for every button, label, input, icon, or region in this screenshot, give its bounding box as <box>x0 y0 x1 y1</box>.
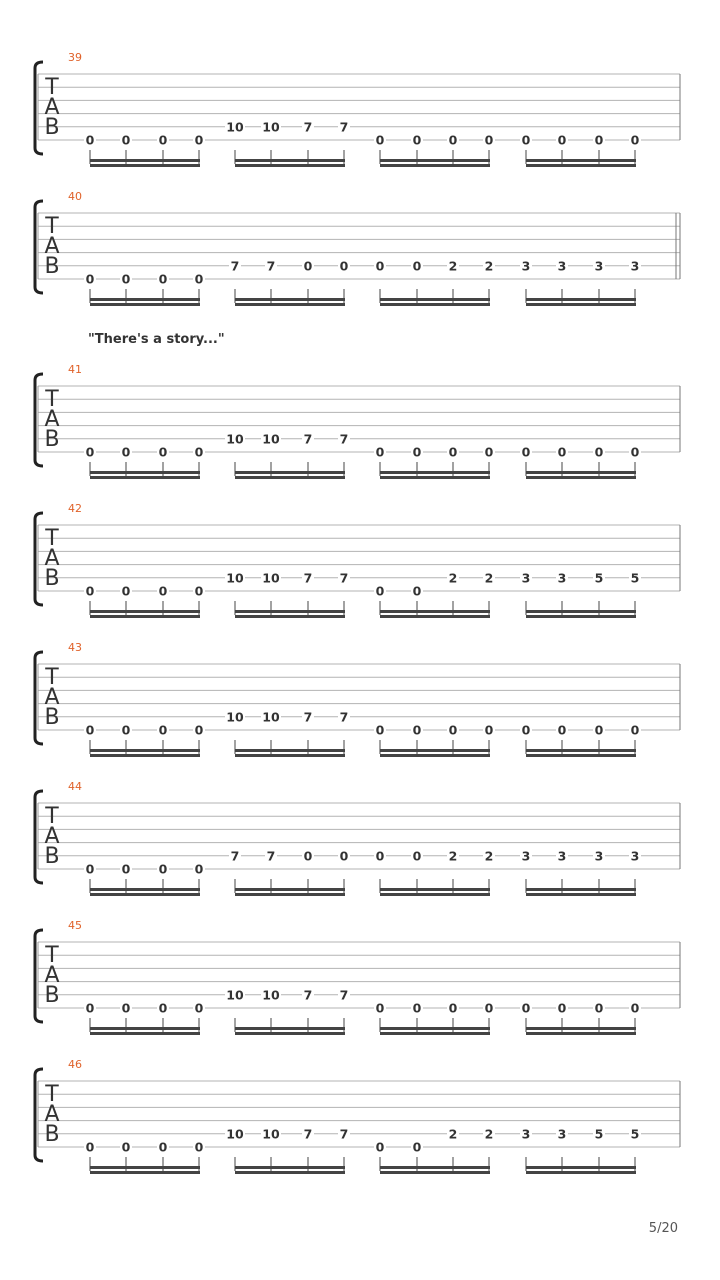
beam-primary <box>380 1166 490 1169</box>
beam-primary <box>235 159 345 162</box>
fret-number: 7 <box>339 1126 349 1142</box>
fret-number: 0 <box>630 132 640 148</box>
fret-number: 0 <box>412 1139 422 1155</box>
tab-system <box>35 780 680 896</box>
fret-number: 2 <box>484 570 494 586</box>
beam-secondary <box>380 1171 490 1174</box>
beam-primary <box>90 471 200 474</box>
beam-primary <box>235 298 345 301</box>
fret-number: 0 <box>158 583 168 599</box>
fret-number: 7 <box>266 258 276 274</box>
fret-number: 0 <box>194 132 204 148</box>
beam-primary <box>380 298 490 301</box>
beam-primary <box>90 749 200 752</box>
tab-clef-letter: A <box>44 546 60 571</box>
fret-number: 3 <box>630 848 640 864</box>
beam-primary <box>235 1027 345 1030</box>
fret-number: 0 <box>594 1000 604 1016</box>
fret-number: 0 <box>85 1000 95 1016</box>
fret-number: 0 <box>375 722 385 738</box>
beam-secondary <box>90 303 200 306</box>
fret-number: 7 <box>303 431 313 447</box>
beam-secondary <box>235 303 345 306</box>
measure-number: 45 <box>68 919 82 932</box>
fret-number: 0 <box>557 132 567 148</box>
fret-number: 0 <box>121 1000 131 1016</box>
beam-secondary <box>526 1171 636 1174</box>
tab-clef-letter: A <box>44 95 60 120</box>
tab-system <box>35 1058 680 1174</box>
fret-number: 0 <box>121 583 131 599</box>
beam-secondary <box>235 615 345 618</box>
fret-number: 3 <box>594 848 604 864</box>
fret-number: 0 <box>194 1000 204 1016</box>
fret-number: 0 <box>630 444 640 460</box>
fret-number: 0 <box>194 861 204 877</box>
beam-secondary <box>526 303 636 306</box>
beam-secondary <box>90 1032 200 1035</box>
fret-number: 0 <box>557 722 567 738</box>
fret-number: 10 <box>226 1126 244 1142</box>
fret-number: 0 <box>85 271 95 287</box>
fret-number: 0 <box>158 861 168 877</box>
beam-primary <box>526 471 636 474</box>
fret-number: 10 <box>262 1126 280 1142</box>
tab-clef-letter: T <box>45 665 59 690</box>
fret-number: 7 <box>339 987 349 1003</box>
fret-number: 0 <box>521 444 531 460</box>
beam-secondary <box>90 615 200 618</box>
beam-primary <box>380 159 490 162</box>
fret-number: 3 <box>557 848 567 864</box>
fret-number: 2 <box>448 1126 458 1142</box>
beam-primary <box>90 159 200 162</box>
fret-number: 0 <box>557 444 567 460</box>
fret-number: 0 <box>412 132 422 148</box>
fret-number: 0 <box>158 1000 168 1016</box>
tab-clef-letter: T <box>45 387 59 412</box>
fret-number: 0 <box>194 583 204 599</box>
fret-number: 7 <box>303 570 313 586</box>
beam-primary <box>90 298 200 301</box>
fret-number: 7 <box>230 848 240 864</box>
beam-secondary <box>90 754 200 757</box>
fret-number: 10 <box>226 119 244 135</box>
fret-number: 10 <box>262 570 280 586</box>
beam-primary <box>90 1166 200 1169</box>
beam-primary <box>235 1166 345 1169</box>
beam-secondary <box>526 164 636 167</box>
beam-primary <box>90 610 200 613</box>
fret-number: 0 <box>484 444 494 460</box>
fret-number: 0 <box>412 583 422 599</box>
fret-number: 0 <box>85 444 95 460</box>
fret-number: 3 <box>521 570 531 586</box>
fret-number: 0 <box>158 271 168 287</box>
tab-clef-letter: B <box>44 427 60 452</box>
beam-secondary <box>526 1032 636 1035</box>
beam-secondary <box>90 164 200 167</box>
fret-number: 0 <box>412 722 422 738</box>
beam-primary <box>526 610 636 613</box>
fret-number: 0 <box>484 722 494 738</box>
fret-number: 0 <box>412 444 422 460</box>
fret-number: 0 <box>303 848 313 864</box>
fret-number: 5 <box>594 570 604 586</box>
tab-clef-letter: T <box>45 943 59 968</box>
beam-secondary <box>235 1032 345 1035</box>
beam-primary <box>380 888 490 891</box>
tab-system <box>35 363 680 479</box>
tab-clef-letter: T <box>45 75 59 100</box>
beam-primary <box>90 1027 200 1030</box>
beam-primary <box>526 1027 636 1030</box>
fret-number: 0 <box>594 722 604 738</box>
beam-primary <box>526 298 636 301</box>
fret-number: 2 <box>484 258 494 274</box>
beam-secondary <box>235 1171 345 1174</box>
tab-clef-letter: B <box>44 844 60 869</box>
fret-number: 0 <box>448 132 458 148</box>
fret-number: 0 <box>85 132 95 148</box>
tab-system <box>35 641 680 757</box>
fret-number: 0 <box>594 132 604 148</box>
fret-number: 0 <box>85 583 95 599</box>
beam-primary <box>526 1166 636 1169</box>
beam-secondary <box>526 754 636 757</box>
beam-secondary <box>526 476 636 479</box>
fret-number: 7 <box>339 709 349 725</box>
fret-number: 10 <box>262 987 280 1003</box>
fret-number: 0 <box>303 258 313 274</box>
tab-clef-letter: A <box>44 963 60 988</box>
fret-number: 10 <box>262 119 280 135</box>
fret-number: 0 <box>375 583 385 599</box>
tab-clef-letter: B <box>44 254 60 279</box>
fret-number: 0 <box>339 848 349 864</box>
beam-primary <box>380 610 490 613</box>
measure-number: 44 <box>68 780 82 793</box>
fret-number: 10 <box>226 431 244 447</box>
fret-number: 0 <box>158 132 168 148</box>
measure-number: 39 <box>68 51 82 64</box>
fret-number: 10 <box>226 709 244 725</box>
fret-number: 7 <box>303 709 313 725</box>
fret-number: 7 <box>303 1126 313 1142</box>
fret-number: 7 <box>230 258 240 274</box>
fret-number: 0 <box>412 848 422 864</box>
fret-number: 3 <box>521 1126 531 1142</box>
fret-number: 7 <box>303 119 313 135</box>
measure-number: 43 <box>68 641 82 654</box>
fret-number: 0 <box>484 1000 494 1016</box>
tab-system <box>35 51 680 167</box>
beam-secondary <box>90 893 200 896</box>
fret-number: 2 <box>484 1126 494 1142</box>
fret-number: 2 <box>448 570 458 586</box>
fret-number: 0 <box>121 132 131 148</box>
fret-number: 0 <box>375 1139 385 1155</box>
beam-primary <box>526 749 636 752</box>
fret-number: 5 <box>594 1126 604 1142</box>
fret-number: 0 <box>412 258 422 274</box>
fret-number: 0 <box>194 1139 204 1155</box>
beam-primary <box>380 471 490 474</box>
beam-secondary <box>380 893 490 896</box>
fret-number: 0 <box>412 1000 422 1016</box>
measure-number: 46 <box>68 1058 82 1071</box>
beam-primary <box>526 888 636 891</box>
fret-number: 2 <box>484 848 494 864</box>
fret-number: 3 <box>557 1126 567 1142</box>
tab-system <box>35 502 680 618</box>
fret-number: 0 <box>158 444 168 460</box>
beam-secondary <box>380 754 490 757</box>
fret-number: 0 <box>484 132 494 148</box>
measure-number: 42 <box>68 502 82 515</box>
beam-secondary <box>526 615 636 618</box>
beam-secondary <box>235 476 345 479</box>
fret-number: 2 <box>448 848 458 864</box>
fret-number: 0 <box>521 132 531 148</box>
fret-number: 0 <box>194 722 204 738</box>
fret-number: 0 <box>121 722 131 738</box>
fret-number: 7 <box>339 570 349 586</box>
fret-number: 0 <box>85 861 95 877</box>
fret-number: 0 <box>557 1000 567 1016</box>
fret-number: 0 <box>448 722 458 738</box>
fret-number: 3 <box>594 258 604 274</box>
fret-number: 3 <box>557 258 567 274</box>
fret-number: 0 <box>630 722 640 738</box>
beam-secondary <box>380 1032 490 1035</box>
fret-number: 7 <box>339 431 349 447</box>
beam-secondary <box>526 893 636 896</box>
tab-clef-letter: B <box>44 983 60 1008</box>
beam-secondary <box>235 164 345 167</box>
beam-primary <box>235 888 345 891</box>
beam-primary <box>235 471 345 474</box>
fret-number: 0 <box>121 271 131 287</box>
tab-system <box>35 919 680 1035</box>
fret-number: 0 <box>85 1139 95 1155</box>
tab-clef-letter: B <box>44 705 60 730</box>
fret-number: 10 <box>262 431 280 447</box>
tab-clef-letter: T <box>45 214 59 239</box>
beam-secondary <box>380 303 490 306</box>
beam-primary <box>526 159 636 162</box>
fret-number: 10 <box>226 987 244 1003</box>
fret-number: 2 <box>448 258 458 274</box>
tab-clef-letter: T <box>45 526 59 551</box>
fret-number: 3 <box>557 570 567 586</box>
tab-clef-letter: A <box>44 1102 60 1127</box>
beam-secondary <box>380 164 490 167</box>
fret-number: 10 <box>226 570 244 586</box>
tab-clef-letter: A <box>44 407 60 432</box>
tab-system <box>35 190 680 306</box>
fret-number: 7 <box>339 119 349 135</box>
beam-primary <box>235 610 345 613</box>
beam-primary <box>380 1027 490 1030</box>
tab-clef-letter: B <box>44 1122 60 1147</box>
beam-secondary <box>90 476 200 479</box>
fret-number: 0 <box>375 258 385 274</box>
beam-secondary <box>235 893 345 896</box>
fret-number: 0 <box>521 1000 531 1016</box>
fret-number: 0 <box>630 1000 640 1016</box>
fret-number: 7 <box>266 848 276 864</box>
lyric-annotation: "There's a story..." <box>88 332 225 347</box>
fret-number: 0 <box>594 444 604 460</box>
beam-primary <box>90 888 200 891</box>
fret-number: 0 <box>158 722 168 738</box>
fret-number: 0 <box>121 861 131 877</box>
fret-number: 0 <box>121 444 131 460</box>
fret-number: 10 <box>262 709 280 725</box>
beam-secondary <box>235 754 345 757</box>
fret-number: 7 <box>303 987 313 1003</box>
tab-clef-letter: B <box>44 115 60 140</box>
fret-number: 0 <box>375 1000 385 1016</box>
measure-number: 40 <box>68 190 82 203</box>
fret-number: 0 <box>375 132 385 148</box>
fret-number: 0 <box>375 848 385 864</box>
page-number: 5/20 <box>648 1221 678 1236</box>
measure-number: 41 <box>68 363 82 376</box>
tab-clef-letter: A <box>44 234 60 259</box>
fret-number: 0 <box>194 444 204 460</box>
tab-clef-letter: T <box>45 804 59 829</box>
fret-number: 0 <box>158 1139 168 1155</box>
beam-secondary <box>90 1171 200 1174</box>
fret-number: 5 <box>630 1126 640 1142</box>
beam-primary <box>380 749 490 752</box>
beam-secondary <box>380 476 490 479</box>
fret-number: 3 <box>521 258 531 274</box>
tab-clef-letter: A <box>44 824 60 849</box>
beam-primary <box>235 749 345 752</box>
fret-number: 0 <box>194 271 204 287</box>
fret-number: 0 <box>85 722 95 738</box>
fret-number: 0 <box>521 722 531 738</box>
fret-number: 5 <box>630 570 640 586</box>
fret-number: 0 <box>448 1000 458 1016</box>
beam-secondary <box>380 615 490 618</box>
tab-clef-letter: A <box>44 685 60 710</box>
tab-clef-letter: T <box>45 1082 59 1107</box>
fret-number: 0 <box>121 1139 131 1155</box>
fret-number: 3 <box>630 258 640 274</box>
tab-clef-letter: B <box>44 566 60 591</box>
fret-number: 0 <box>375 444 385 460</box>
fret-number: 0 <box>448 444 458 460</box>
fret-number: 3 <box>521 848 531 864</box>
fret-number: 0 <box>339 258 349 274</box>
